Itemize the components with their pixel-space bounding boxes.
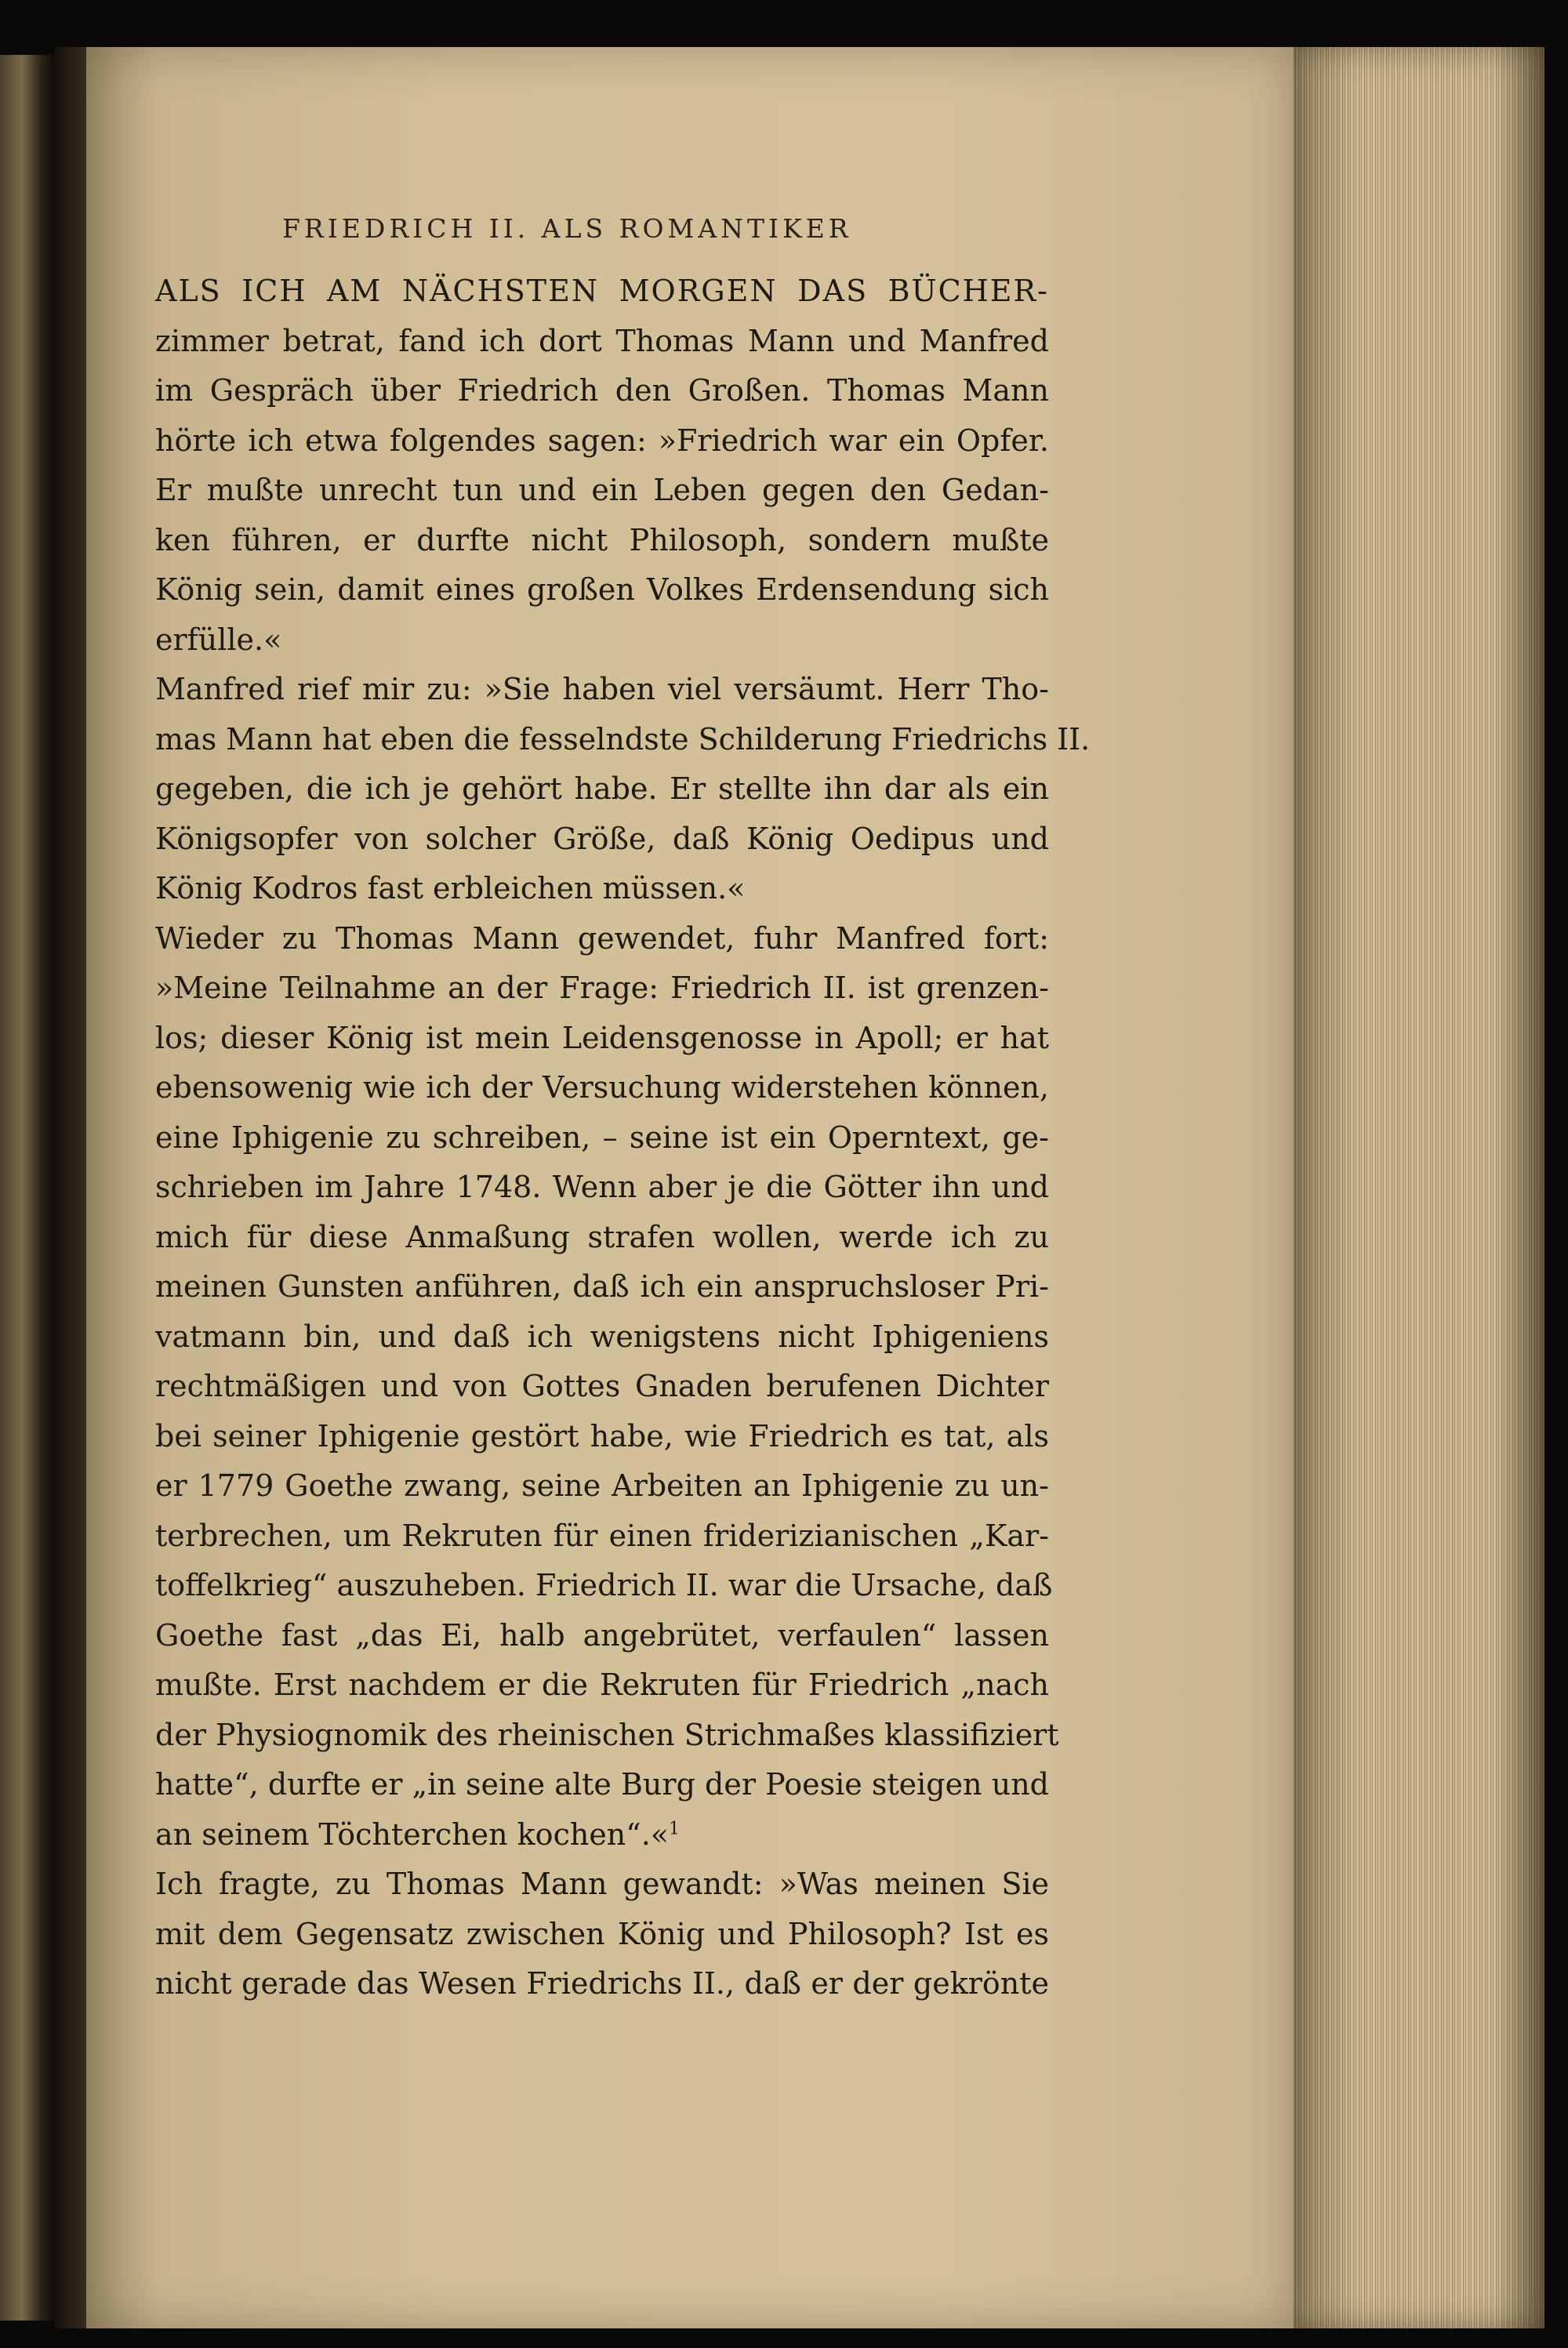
text-line: mit dem Gegensatz zwischen König und Philosoph? Ist es <box>155 1916 1049 1951</box>
body-text <box>155 267 1091 2009</box>
text-line: Er mußte unrecht tun und ein Leben gegen den Gedan- <box>155 473 1049 507</box>
text-line: vatmann bin, und daß ich wenigstens nicht Iphigeniens <box>155 1319 1049 1354</box>
text-line: König sein, damit eines großen Volkes Erdensendung sich <box>155 572 1049 607</box>
text-line: im Gespräch über Friedrich den Großen. Thomas Mann <box>155 373 1049 408</box>
text-line: Wieder zu Thomas Mann gewendet, fuhr Manfred fort: <box>155 920 1049 956</box>
text-line: mas Mann hat eben die fesselndste Schilderung Friedrichs II. <box>155 721 1091 757</box>
text-line: ALS ICH AM NÄCHSTEN MORGEN DAS BÜCHER- <box>155 274 1049 308</box>
text-line: eine Iphigenie zu schreiben, – seine ist ein Operntext, ge- <box>155 1120 1049 1155</box>
text-line: toffelkrieg“ auszuheben. Friedrich II. war die Ursache, daß <box>155 1568 1053 1602</box>
text-line: bei seiner Iphigenie gestört habe, wie Friedrich es tat, als <box>155 1418 1049 1453</box>
text-line: »Meine Teilnahme an der Frage: Friedrich II. ist grenzen- <box>155 971 1049 1005</box>
text-line: erfülle.« <box>155 622 282 657</box>
text-line: mußte. Erst nachdem er die Rekruten für Friedrich „nach <box>155 1668 1049 1702</box>
text-line: hatte“, durfte er „in seine alte Burg der Poesie steigen und <box>155 1767 1049 1802</box>
text-line: rechtmäßigen und von Gottes Gnaden berufenen Dichter <box>155 1369 1049 1403</box>
text-line: gegeben, die ich je gehört habe. Er stellte ihn dar als ein <box>155 771 1049 806</box>
text-line: nicht gerade das Wesen Friedrichs II., daß er der gekrönte <box>155 1966 1049 2001</box>
text-line-content: an seinem Töchterchen kochen“.« <box>155 1816 670 1852</box>
text-line-with-footnote <box>155 1810 1049 1860</box>
text-line: hörte ich etwa folgendes sagen: »Friedrich war ein Opfer. <box>155 423 1049 458</box>
text-line: er 1779 Goethe zwang, seine Arbeiten an Iphigenie zu un- <box>155 1468 1049 1503</box>
text-line: los; dieser König ist mein Leidensgenosse in Apoll; er hat <box>155 1020 1049 1055</box>
text-line: mich für diese Anmaßung strafen wollen, werde ich zu <box>155 1219 1049 1254</box>
text-line: ebensowenig wie ich der Versuchung widerstehen können, <box>155 1070 1049 1105</box>
text-line: der Physiognomik des rheinischen Strichmaßes klassifiziert <box>155 1717 1059 1752</box>
text-line: König Kodros fast erbleichen müssen.« <box>155 871 746 905</box>
previous-page-edge <box>0 55 55 2321</box>
text-line: Ich fragte, zu Thomas Mann gewandt: »Was meinen Sie <box>155 1867 1049 1901</box>
text-line: zimmer betrat, fand ich dort Thomas Mann und Manfred <box>155 323 1049 358</box>
text-line: Goethe fast „das Ei, halb angebrütet, verfaulen“ lassen <box>155 1617 1049 1653</box>
page-stack-shadow <box>1294 47 1544 2328</box>
running-head: FRIEDRICH II. ALS ROMANTIKER <box>282 213 852 244</box>
text-line: terbrechen, um Rekruten für einen friderizianischen „Kar- <box>155 1518 1049 1553</box>
text-line: ken führen, er durfte nicht Philosoph, sondern mußte <box>155 522 1049 557</box>
footnote-marker: 1 <box>669 1818 681 1838</box>
text-line: Manfred rief mir zu: »Sie haben viel versäumt. Herr Tho- <box>155 672 1049 706</box>
text-line: meinen Gunsten anführen, daß ich ein anspruchsloser Pri- <box>155 1269 1049 1304</box>
text-line: schrieben im Jahre 1748. Wenn aber je die Götter ihn und <box>155 1170 1049 1204</box>
text-line: Königsopfer von solcher Größe, daß König Oedipus und <box>155 821 1049 856</box>
